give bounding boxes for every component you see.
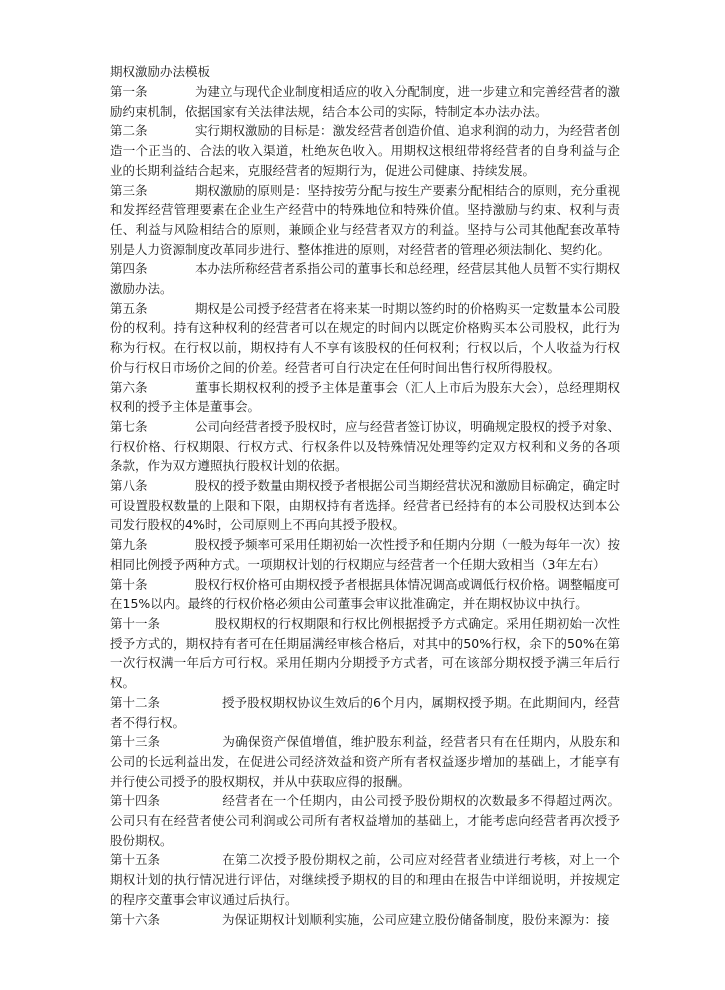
article-text: 经营者在一个任期内，由公司授予股份期权的次数最多不得超过两次。公司只有在经营者使公司利润或公司所有者权益增加的基础上，才能考虑向经营者再次授予股份期权。 <box>110 793 620 848</box>
article-number: 第十二条 <box>110 694 161 710</box>
document-page <box>110 62 620 929</box>
article-number: 第七条 <box>110 418 148 434</box>
article-text: 期权是公司授予经营者在将来某一时期以签约时的价格购买一定数量本公司股份的权利。持有这种权利的经营者可以在规定的时间内以既定价格购买本公司股权，此行为称为行权。在行权以前，期权持有人不享有该股权的任何权利；行权以后，个人收益为行权价与行权日市场价之间的价差。经营者可自行决定在任何时间出售行权所得股权。 <box>110 300 621 375</box>
article-number: 第十条 <box>110 576 148 592</box>
article-text: 董事长期权权利的授予主体是董事会（汇人上市后为股东大会），总经理期权权利的授予主体是董事会。 <box>110 379 620 415</box>
article-text: 股权授予频率可采用任期初始一次性授予和任期内分期（一般为每年一次）按相同比例授予两种方式。一项期权计划的行权期应与经营者一个任期大致相当（3年左右） <box>110 537 621 572</box>
article-10 <box>110 575 620 614</box>
article-16 <box>110 910 620 930</box>
article-number: 第二条 <box>110 123 148 139</box>
article-number: 第十五条 <box>110 852 161 868</box>
article-text: 为建立与现代企业制度相适应的收入分配制度，进一步建立和完善经营者的激励约束机制，依据国家有关法律法规，结合本公司的实际，特制定本办法办法。 <box>110 84 621 119</box>
document-title: 期权激励办法模板 <box>110 64 211 79</box>
article-5 <box>110 299 620 378</box>
article-text: 股权期权的行权期限和行权比例根据授予方式确定。采用任期初始一次性授予方式的，期权持有者可在任期届满经审核合格后，对其中的50%行权，余下的50%在第一次行权满一年后方可行权。采用任期内分期授予方式者，可在该部分期权授予满三年后行权。 <box>110 615 620 691</box>
article-number: 第八条 <box>110 478 148 494</box>
article-7 <box>110 417 620 476</box>
article-text: 在第二次授予股份期权之前，公司应对经营者业绩进行考核，对上一个期权计划的执行情况进行评估，对继续授予期权的目的和理由在报告中详细说明，并按规定的程序交董事会审议通过后执行。 <box>110 852 620 907</box>
article-number: 第五条 <box>110 300 148 316</box>
article-number: 第四条 <box>110 261 148 277</box>
article-9 <box>110 535 620 574</box>
article-2 <box>110 121 620 180</box>
article-text: 股权行权价格可由期权授予者根据具体情况调高或调低行权价格。调整幅度可在15%以内。最终的行权价格必须由公司董事会审议批准确定，并在期权协议中执行。 <box>110 576 621 612</box>
article-number: 第十四条 <box>110 793 161 809</box>
article-text: 本办法所称经营者系指公司的董事长和总经理，经营层其他人员暂不实行期权激励办法。 <box>110 261 621 297</box>
article-text: 授予股权期权协议生效后的6个月内，属期权授予期。在此期间内，经营者不得行权。 <box>110 694 620 730</box>
article-4 <box>110 259 620 298</box>
article-12 <box>110 693 620 732</box>
article-number: 第十六条 <box>110 911 161 927</box>
article-number: 第一条 <box>110 84 148 99</box>
article-text: 为保证期权计划顺利实施，公司应建立股份储备制度，股份来源为：接 <box>222 911 610 927</box>
article-number: 第九条 <box>110 537 148 553</box>
article-11 <box>110 614 620 693</box>
article-8 <box>110 476 620 535</box>
article-1 <box>110 82 620 121</box>
article-text: 实行期权激励的目标是：激发经营者创造价值、追求利润的动力，为经营者创造一个正当的、合法的收入渠道，杜绝灰色收入。用期权这根纽带将经营者的自身利益与企业的长期利益结合起来，克服经营者的短期行为，促进公司健康、持续发展。 <box>110 123 621 178</box>
article-text: 股权的授予数量由期权授予者根据公司当期经营状况和激励目标确定，确定时可设置股权数量的上限和下限，由期权持有者选择。经营者已经持有的本公司股权达到本公司发行股权的4%时，公司原则上不再向其授予股权。 <box>110 478 621 533</box>
article-15 <box>110 850 620 909</box>
article-text: 为确保资产保值增值，维护股东利益，经营者只有在任期内，从股东和公司的长远利益出发，在促进公司经济效益和资产所有者权益逐步增加的基础上，才能享有并行使公司授予的股权期权，并从中获取应得的报酬。 <box>110 734 620 789</box>
article-number: 第十三条 <box>110 734 161 750</box>
article-text: 期权激励的原则是：坚持按劳分配与按生产要素分配相结合的原则，充分重视和发挥经营管理要素在企业生产经营中的特殊地位和特殊价值。坚持激励与约束、权利与责任、利益与风险相结合的原则，兼顾企业与经营者双方的利益。坚持与公司其他配套改革特别是人力资源制度改革同步进行、整体推进的原则，对经营者的管理必须法制化、契约化。 <box>110 182 621 257</box>
article-6 <box>110 378 620 417</box>
article-number: 第六条 <box>110 379 148 395</box>
article-number: 第十一条 <box>110 615 161 631</box>
article-3 <box>110 181 620 260</box>
article-14 <box>110 791 620 850</box>
article-number: 第三条 <box>110 182 148 198</box>
article-13 <box>110 732 620 791</box>
article-text: 公司向经营者授予股权时，应与经营者签订协议，明确规定股权的授予对象、行权价格、行权期限、行权方式、行权条件以及特殊情况处理等约定双方权利和义务的各项条款，作为双方遵照执行股权计划的依据。 <box>110 418 621 474</box>
